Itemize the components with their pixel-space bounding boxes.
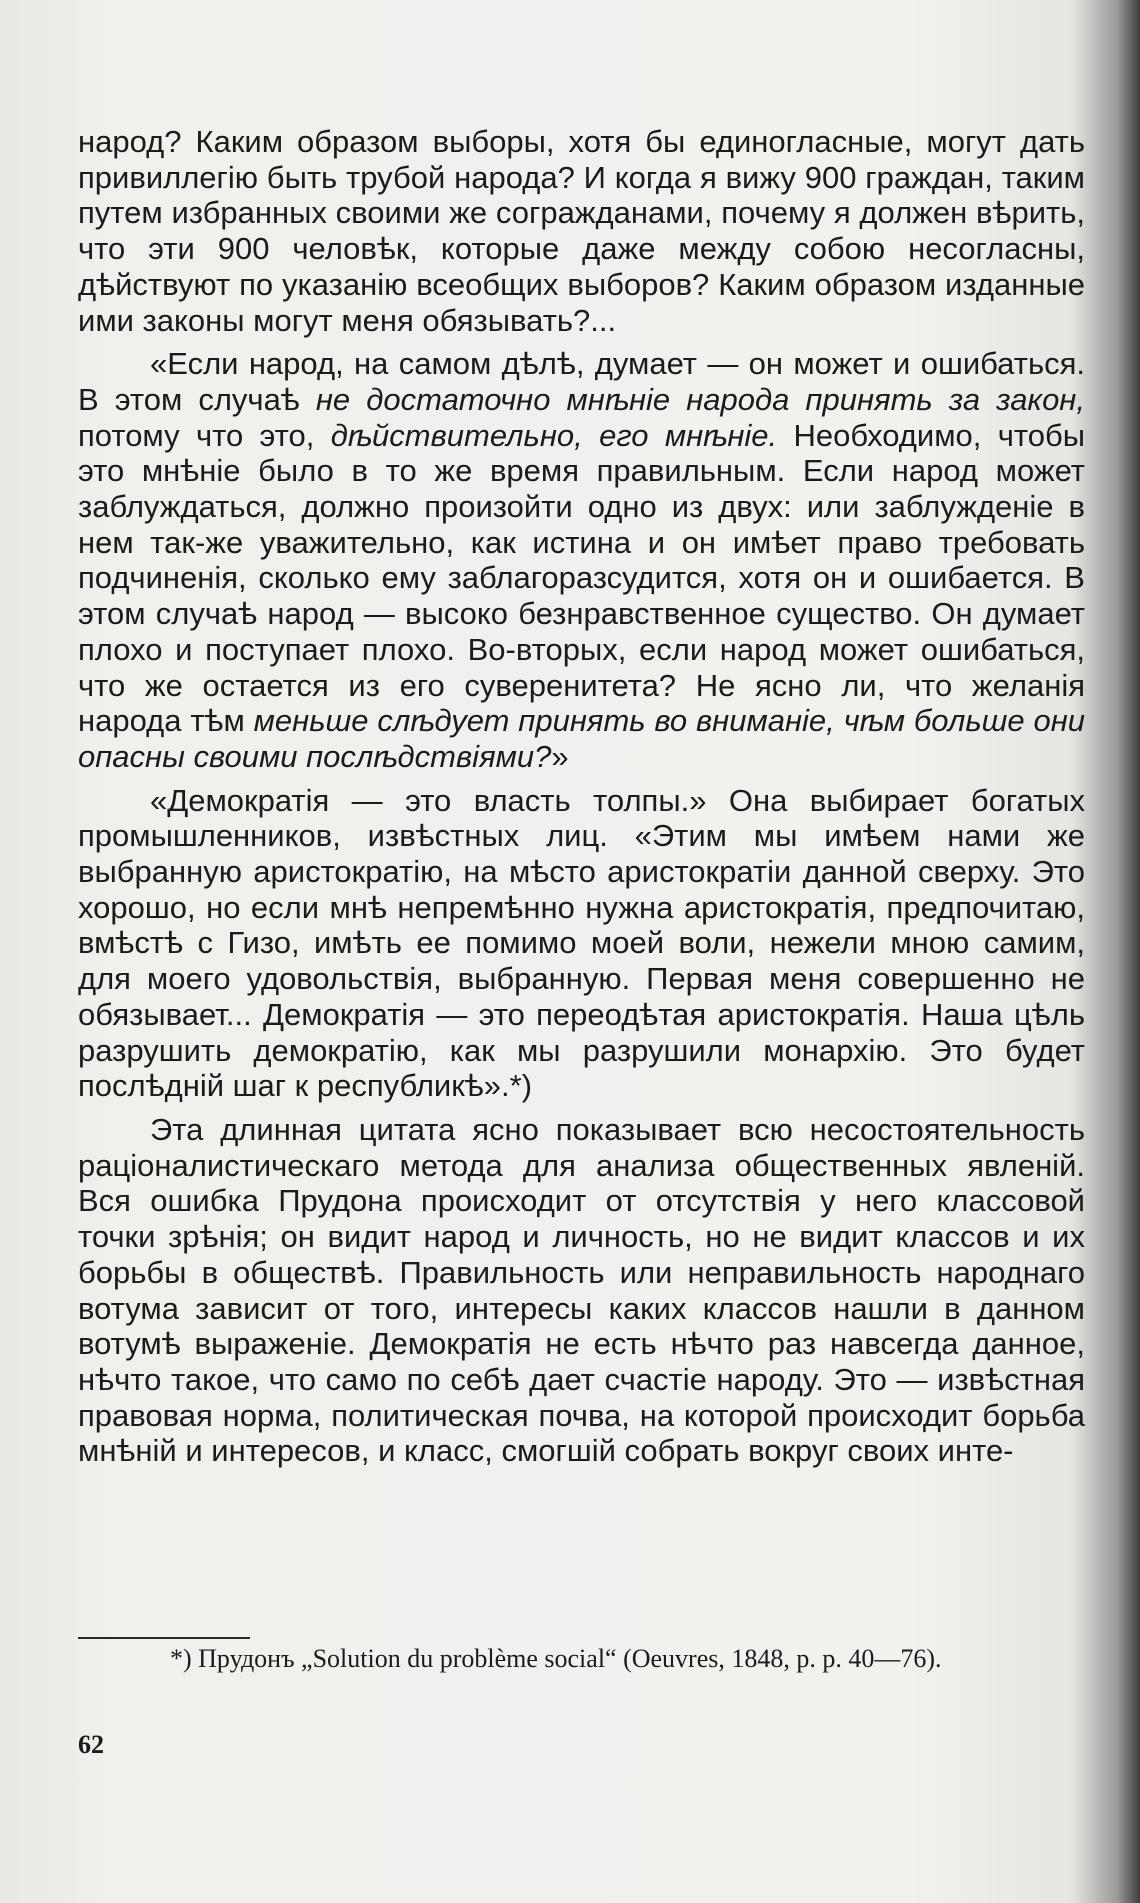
text-segment: «Демократія — это власть толпы.» Она выбирает богатых промышленников, извѣстных лиц. «Этим мы имѣем нами же выбранную аристократію, на мѣсто аристократіи данной сверху. Это хорошо, но если мнѣ непремѣнно нужна аристократія, предпочитаю, вмѣстѣ с Гизо, имѣть ее помимо моей воли, нежели мною самим, для моего удовольствія, выбранную. Первая меня совершенно не обязывает... Демократія — это переодѣтая аристократія. Наша цѣль разрушить демократію, как мы разрушили монархію. Это будет послѣдній шаг к республикѣ».*): [78, 782, 1085, 1104]
italic-text-segment: меньше слѣдует принять во вниманіе, чѣм больше они опасны своими послѣдствіями?: [78, 703, 1085, 774]
paragraph-2-quote: [78, 346, 1085, 774]
footnote-divider: [78, 1637, 250, 1639]
text-segment: Эта длинная цитата ясно показывает всю несостоятельность раціоналистическаго метода для анализа общественных явленій. Вся ошибка Прудона происходит от отсутствія у него классовой точки зрѣнія; он видит народ и личность, но не видит классов и их борьбы в обществѣ. Правильность или неправильность народнаго вотума зависит от того, интересы каких классов нашли в данном вотумѣ выраженіе. Демократія не есть нѣчто раз навсегда данное, нѣчто такое, что само по себѣ дает счастіе народу. Это — извѣстная правовая норма, политическая почва, на которой происходит борьба мнѣній и интересов, и класс, смогшій собрать вокруг своих инте-: [78, 1111, 1085, 1469]
text-segment: народ? Каким образом выборы, хотя бы единогласные, могут дать привиллегію быть трубой народа? И когда я вижу 900 граждан, таким путем избранных своими же согражданами, почему я должен вѣрить, что эти 900 человѣк, которые даже между собою несогласны, дѣйствуют по указанію всеобщих выборов? Каким образом изданные ими законы могут меня обязывать?...: [78, 124, 1085, 338]
text-segment: »: [551, 738, 569, 774]
paragraph-1: [78, 124, 1085, 338]
page-number: 62: [78, 1730, 104, 1759]
paragraph-3-quote: [78, 783, 1085, 1104]
text-segment: потому что это,: [78, 417, 331, 453]
text-segment: Необходимо, чтобы это мнѣніе было в то же время правильным. Если народ может заблуждаться, должно произойти одно из двух: или заблужденіе в нем так-же уважительно, как истина и он имѣет право требовать подчиненія, сколько ему заблагоразсудится, хотя он и ошибается. В этом случаѣ народ — высоко безнравственное существо. Он думает плохо и поступает плохо. Во-вторых, если народ может ошибаться, что же остается из его суверенитета? Не ясно ли, что желанія народа тѣм: [78, 417, 1085, 739]
paragraph-4: [78, 1112, 1085, 1469]
italic-text-segment: не достаточно мнѣніе народа принять за закон,: [315, 381, 1085, 417]
footnote: *) Прудонъ „Solution du problème social“ (Oeuvres, 1848, p. p. 40—76).: [170, 1644, 942, 1673]
body-text: [78, 124, 1085, 1477]
italic-text-segment: дѣйствительно, его мнѣніе.: [330, 417, 778, 453]
text-segment: «Если народ, на самом дѣлѣ, думает — он может и ошибаться. В этом случаѣ: [78, 346, 1085, 417]
